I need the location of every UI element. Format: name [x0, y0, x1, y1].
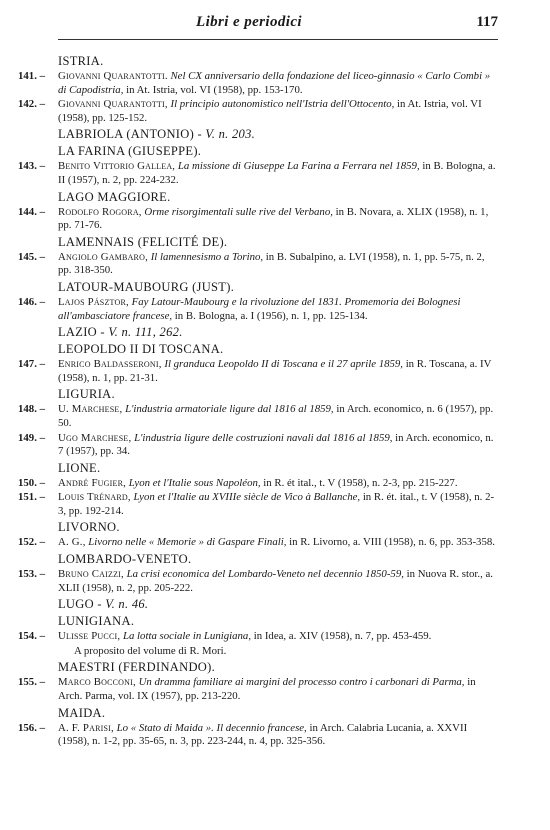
entry-author: Bruno Caizzi, [58, 568, 124, 581]
header-rule [58, 39, 498, 40]
entry-number: 146. – [18, 295, 45, 308]
entry-number: 147. – [18, 358, 45, 371]
section-heading [18, 614, 498, 629]
entry-author: U. Marchese, [58, 403, 123, 416]
entry-title: Il granduca Leopoldo II di Toscana e il 27 aprile 1859, [164, 358, 403, 371]
entry-number: 141. – [18, 70, 45, 82]
entry-title: Fay Latour-Maubourg e la rivoluzione del 1831. Promemoria dei Bolognesi all'ambasciatore francese, [58, 295, 461, 322]
entry-publication: in B. Subalpino, a. LVI (1958), n. 1, pp. 5-75, n. 2, pp. 318-350. [58, 250, 485, 277]
entry-number: 154. – [18, 630, 45, 643]
cross-reference: V. n. 46. [105, 597, 149, 612]
entry-number: 151. – [18, 491, 45, 504]
section-heading [18, 461, 498, 476]
entry-author: Angiolo Gambaro, [58, 250, 148, 263]
section-heading [18, 342, 498, 357]
section-heading [18, 660, 498, 675]
entry-author: Giovanni Quarantotti, [58, 98, 168, 111]
entry-author: Louis Trénard, [58, 491, 131, 504]
entry-publication: in At. Istria, vol. VI (1958), pp. 153-170. [126, 83, 303, 96]
entry-author: André Fugier, [58, 476, 127, 489]
bibliography-entry [18, 432, 498, 459]
entry-publication: in B. Novara, a. XLIX (1958), n. 1, pp. 71-76. [58, 205, 489, 232]
section-heading [18, 54, 498, 69]
entry-author: Rodolfo Rogora, [58, 205, 142, 218]
bibliography-entry [18, 568, 498, 595]
entry-title: L'industria armatoriale ligure dal 1816 al 1859, [125, 403, 334, 416]
entry-title: La crisi economica del Lombardo-Veneto nel decennio 1850-59, [126, 568, 404, 581]
entry-author: Benito Vittorio Gallea, [58, 160, 176, 173]
bibliography-entry [18, 676, 498, 703]
cross-reference: V. n. 111, 262. [108, 325, 183, 340]
entry-publication: in At. Istria, vol. VI (1958), pp. 125-152. [58, 98, 482, 124]
entry-author: A. F. Parisi, [58, 721, 114, 734]
entry-number: 144. – [18, 205, 45, 218]
entry-publication: in R. Livorno, a. VIII (1958), n. 6, pp. 353-358. [289, 536, 495, 549]
entry-title: Il lamennesismo a Torino, [150, 250, 264, 263]
entry-author: Lajos Pásztor, [58, 295, 129, 308]
section-heading-text: MAESTRI (FERDINANDO). [58, 660, 215, 675]
section-heading [18, 144, 498, 159]
entry-number: 155. – [18, 676, 45, 689]
page-number: 117 [476, 14, 498, 30]
section-heading [18, 387, 498, 402]
entry-publication: in Arch. Calabria Lucania, a. XXVII (1958), n. 1-2, pp. 35-65, n. 3, pp. 223-244, n. 4, pp. 325-356. [58, 721, 468, 748]
bibliography-entry [18, 722, 498, 749]
section-heading-text: LEOPOLDO II DI TOSCANA. [58, 342, 224, 357]
section-heading-text: LUGO - [58, 597, 102, 612]
entry-number: 150. – [18, 476, 45, 489]
entry-publication: in R. ét. ital., t. V (1958), n. 2-3, pp. 192-214. [58, 491, 495, 517]
entry-publication: in Arch. Parma, vol. IX (1957), pp. 213-220. [58, 676, 476, 703]
bibliography-entry [18, 206, 498, 233]
entry-publication: in R. Toscana, a. IV (1958), n. 1, pp. 21-31. [58, 358, 492, 384]
entry-author: Marco Bocconi, [58, 676, 136, 689]
section-heading [18, 325, 498, 340]
section-heading-text: MAIDA. [58, 705, 106, 720]
bibliography-entry [18, 630, 498, 644]
entry-title: La missione di Giuseppe La Farina a Ferrara nel 1859, [177, 160, 420, 173]
section-heading [18, 520, 498, 535]
section-heading [18, 280, 498, 295]
section-heading-text: LAZIO - [58, 325, 105, 340]
section-heading [18, 706, 498, 721]
entry-number: 142. – [18, 98, 45, 111]
entry-author: Ulisse Pucci, [58, 630, 121, 643]
section-heading-text: LUNIGIANA. [58, 614, 135, 629]
entry-title: Lyon et l'Italie au XVIIIe siècle de Vico à Ballanche, [133, 491, 361, 504]
bibliography-entry [18, 98, 498, 125]
section-heading-text: LOMBARDO-VENETO. [58, 552, 192, 567]
entry-number: 143. – [18, 160, 45, 173]
entry-title: Livorno nelle « Memorie » di Gaspare Finali, [88, 536, 287, 549]
entry-note: A proposito del volume di R. Mori. [74, 644, 227, 657]
entry-title: Orme risorgimentali sulle rive del Verbano, [144, 205, 333, 218]
entry-author: Ugo Marchese, [58, 431, 132, 444]
entry-number: 152. – [18, 536, 45, 549]
entry-author: A. G., [58, 536, 86, 549]
entry-title: Il principio autonomistico nell'Istria dell'Ottocento, [170, 98, 395, 111]
entry-title: Un dramma familiare ai margini del processo contro i carbonari di Parma, [138, 676, 465, 689]
section-heading [18, 190, 498, 205]
entry-number: 149. – [18, 431, 45, 444]
bibliography-entry [18, 160, 498, 187]
entry-number: 153. – [18, 568, 45, 581]
entry-publication: in Nuova R. stor., a. XLII (1958), n. 2, pp. 205-222. [58, 568, 493, 594]
section-heading-text: ISTRIA. [58, 54, 104, 68]
entry-number: 145. – [18, 250, 45, 263]
page-header [0, 14, 550, 34]
bibliography-entry [18, 358, 498, 385]
entry-number: 148. – [18, 403, 45, 416]
section-heading [18, 597, 498, 612]
entry-publication: in Idea, a. XIV (1958), n. 7, pp. 453-459. [253, 630, 432, 643]
section-heading [18, 127, 498, 142]
entry-publication: in Arch. economico, n. 7 (1957), pp. 34. [58, 431, 494, 458]
cross-reference: V. n. 203. [205, 127, 256, 142]
entry-title: Lyon et l'Italie sous Napoléon, [128, 476, 261, 489]
entry-publication: in B. Bologna, a. I (1956), n. 1, pp. 125-134. [174, 309, 368, 322]
bibliography-entry [18, 491, 498, 518]
section-heading-text: LIONE. [58, 460, 101, 475]
section-heading-text: LAGO MAGGIORE. [58, 189, 171, 204]
entry-author: Enrico Baldasseroni, [58, 358, 162, 371]
section-heading-text: LA FARINA (GIUSEPPE). [58, 144, 202, 159]
bibliography-entry [18, 251, 498, 278]
entry-publication: in B. Bologna, a. II (1957), n. 2, pp. 224-232. [58, 160, 496, 186]
section-heading-text: LIGURIA. [58, 387, 115, 402]
entry-title: L'industria ligure delle costruzioni navali dal 1816 al 1859, [134, 431, 393, 444]
entry-number: 156. – [18, 721, 45, 734]
entry-title: La lotta sociale in Lunigiana, [122, 630, 252, 643]
section-heading-text: LAMENNAIS (FELICITÉ DE). [58, 234, 228, 249]
bibliography-entry [18, 70, 498, 97]
entry-publication: in R. ét ital., t. V (1958), n. 2-3, pp. 215-227. [263, 476, 458, 489]
bibliography-entry [18, 536, 498, 550]
bibliography-entry [18, 403, 498, 430]
bibliography-entry [18, 477, 498, 491]
bibliography-entry [18, 296, 498, 323]
section-heading-text: LIVORNO. [58, 520, 120, 535]
running-title: Libri e periodici [196, 14, 302, 30]
entry-title: Nel CX anniversario della fondazione del liceo-ginnasio « Carlo Combi » di Capodistria, [58, 70, 491, 96]
entry-author: Giovanni Quarantotti. [58, 70, 168, 82]
section-heading-text: LATOUR-MAUBOURG (JUST). [58, 279, 235, 294]
section-heading [18, 552, 498, 567]
section-heading-text: LABRIOLA (ANTONIO) - [58, 127, 202, 142]
section-heading [18, 235, 498, 250]
entry-publication: in Arch. economico, n. 6 (1957), pp. 50. [58, 403, 494, 429]
bibliography-list [18, 52, 498, 749]
entry-title: Lo « Stato di Maida ». Il decennio francese, [116, 721, 307, 734]
